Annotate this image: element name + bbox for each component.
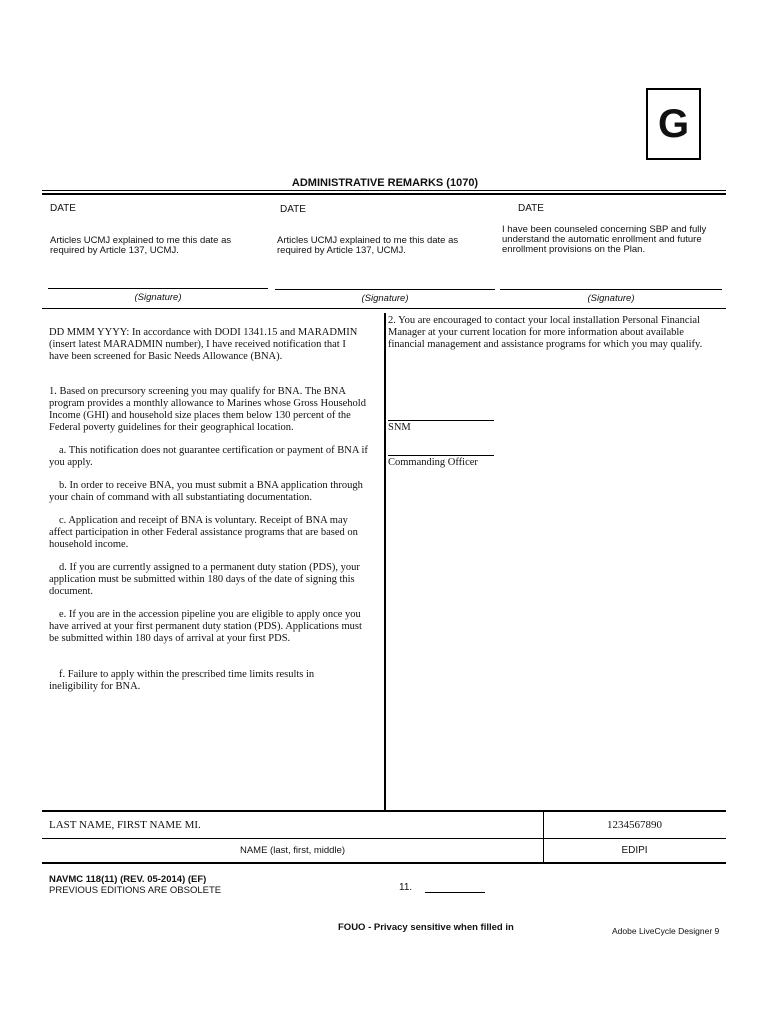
bna-paragraph-b (49, 480, 375, 504)
commanding-officer-label: Commanding Officer (388, 457, 478, 468)
bna-paragraph-1: 1. Based on precursory screening you may qualify for BNA. The BNA program provides a monthly allowance to Marines whose Gross Household Income (GHI) and household size places them below 130 percent of the Federal poverty guidelines for their geographical location. (49, 386, 366, 433)
page-number-blank[interactable] (425, 881, 485, 893)
snm-label: SNM (388, 422, 411, 433)
bna-paragraph-f (49, 669, 349, 693)
bna-paragraph-c-text: c. Application and receipt of BNA is voluntary. Receipt of BNA may affect participation in other Federal assistance programs that are based on household income. (49, 515, 358, 550)
bna-intro: DD MMM YYYY: In accordance with DODI 1341.15 and MARADMIN (insert latest MARADMIN number), I have received notification that I have been screened for Basic Needs Allowance (BNA). (49, 327, 358, 362)
sbp-statement: I have been counseled concerning SBP and fully understand the automatic enrollment and future enrollment provisions on the Plan. (502, 224, 707, 255)
bna-paragraph-a (49, 445, 369, 469)
bna-paragraph-a-text: a. This notification does not guarantee certification or payment of BNA if you apply. (49, 445, 368, 468)
bna-paragraph-e (49, 609, 371, 645)
name-field[interactable]: LAST NAME, FIRST NAME MI. (49, 819, 201, 831)
ucmj-statement-1: Articles UCMJ explained to me this date as required by Article 137, UCMJ. (50, 235, 232, 256)
signature-label-2: (Signature) (361, 293, 409, 304)
signature-label-3: (Signature) (587, 293, 635, 304)
form-number: NAVMC 118(11) (REV. 05-2014) (EF) (49, 874, 207, 885)
date-label-3: DATE (518, 203, 544, 214)
snm-signature-line[interactable] (388, 420, 494, 421)
title-rule-top (42, 190, 726, 191)
bna-paragraph-f-text: f. Failure to apply within the prescribed time limits results in ineligibility for BNA. (49, 669, 315, 692)
edipi-label: EDIPI (621, 845, 648, 856)
form-letter-badge: G (646, 88, 701, 160)
remarks-divider (384, 313, 386, 810)
form-title: ADMINISTRATIVE REMARKS (1070) (291, 177, 479, 189)
co-signature-line[interactable] (388, 455, 494, 456)
bna-paragraph-d-text: d. If you are currently assigned to a permanent duty station (PDS), your application must be submitted within 180 days of the date of signing this document. (49, 562, 360, 597)
designer-credit: Adobe LiveCycle Designer 9 (612, 926, 720, 936)
bna-paragraph-e-text: e. If you are in the accession pipeline you are eligible to apply once you have arrived at your first permanent duty station (PDS). Applications must be submitted within 180 days of arrival at your first PDS. (49, 609, 362, 644)
signature-line-1[interactable] (48, 288, 268, 289)
name-label: NAME (last, first, middle) (239, 845, 346, 856)
signature-line-2[interactable] (275, 289, 495, 290)
page-number-label: 11. (399, 882, 413, 893)
edipi-field[interactable]: 1234567890 (607, 819, 662, 831)
footer-table-top-rule (42, 810, 726, 812)
signature-section-rule (42, 308, 726, 309)
signature-label-1: (Signature) (134, 292, 182, 303)
bna-paragraph-b-text: b. In order to receive BNA, you must submit a BNA application through your chain of command with all substantiating documentation. (49, 480, 363, 503)
bna-paragraph-c (49, 515, 364, 551)
footer-table-bottom-rule (42, 862, 726, 864)
date-label-1: DATE (50, 203, 76, 214)
bna-paragraph-d (49, 562, 367, 598)
date-label-2: DATE (280, 204, 306, 215)
title-rule-bottom (42, 193, 726, 195)
obsolete-note: PREVIOUS EDITIONS ARE OBSOLETE (49, 885, 222, 896)
pfm-paragraph-2: 2. You are encouraged to contact your local installation Personal Financial Manager at your current location for more information about available financial management and assistance programs for which you may qualify. (388, 315, 703, 350)
ucmj-statement-2: Articles UCMJ explained to me this date as required by Article 137, UCMJ. (277, 235, 459, 256)
fouo-notice: FOUO - Privacy sensitive when filled in (338, 922, 514, 933)
footer-table-mid-rule (42, 838, 726, 839)
signature-line-3[interactable] (500, 289, 722, 290)
